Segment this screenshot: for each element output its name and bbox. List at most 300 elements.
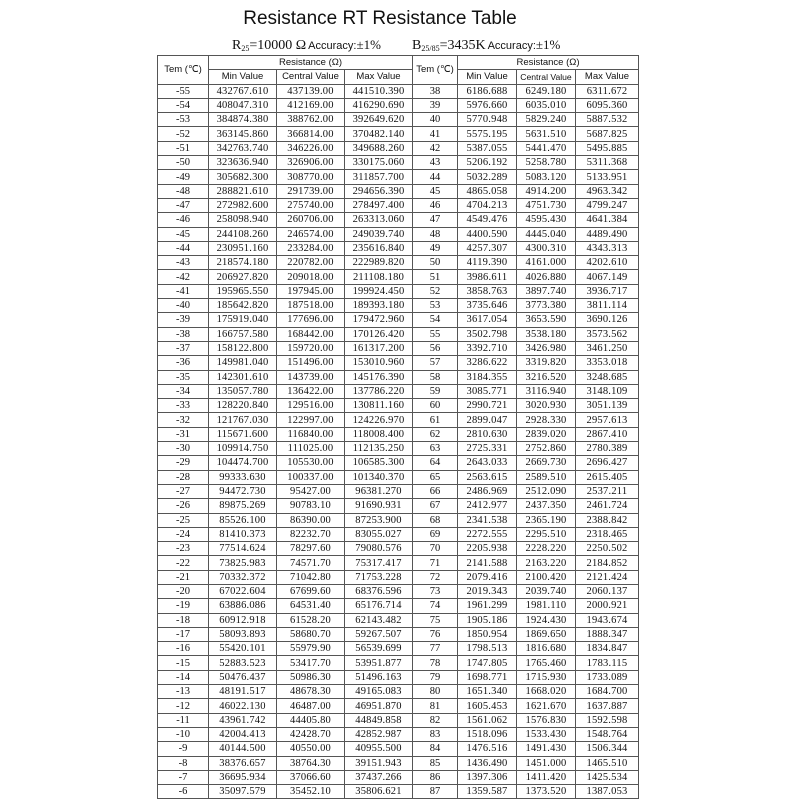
temperature-cell: 87 (413, 785, 458, 799)
table-row (158, 470, 639, 484)
temperature-cell: -46 (158, 213, 209, 227)
table-row (158, 756, 639, 770)
central-value-cell: 111025.00 (277, 442, 345, 456)
temperature-cell: 59 (413, 384, 458, 398)
temperature-cell: 74 (413, 599, 458, 613)
central-value-cell: 1576.830 (517, 713, 576, 727)
temperature-cell: 86 (413, 770, 458, 784)
max-value-cell: 62143.482 (345, 613, 413, 627)
min-value-cell: 2899.047 (458, 413, 517, 427)
min-value-cell: 1605.453 (458, 699, 517, 713)
max-value-cell: 1387.053 (576, 785, 639, 799)
max-value-cell: 294656.390 (345, 184, 413, 198)
temperature-cell: 41 (413, 127, 458, 141)
max-value-cell: 1548.764 (576, 727, 639, 741)
min-value-cell: 135057.780 (209, 384, 277, 398)
central-value-cell: 209018.00 (277, 270, 345, 284)
max-value-cell: 51496.163 (345, 670, 413, 684)
resistance-header: Resistance (Ω) (458, 56, 639, 70)
temperature-cell: -48 (158, 184, 209, 198)
table-row (158, 742, 639, 756)
central-value-cell: 308770.00 (277, 170, 345, 184)
b-value-spec (412, 36, 560, 54)
central-value-cell: 187518.00 (277, 299, 345, 313)
max-value-cell: 4489.490 (576, 227, 639, 241)
page-title: Resistance RT Resistance Table (243, 8, 517, 29)
min-value-cell: 1436.490 (458, 756, 517, 770)
max-value-cell: 189393.180 (345, 299, 413, 313)
temperature-cell: -8 (158, 756, 209, 770)
min-value-cell: 218574.180 (209, 256, 277, 270)
temperature-cell: -28 (158, 470, 209, 484)
temperature-cell: 67 (413, 499, 458, 513)
max-value-cell: 3148.109 (576, 384, 639, 398)
accuracy-value: ±1% (356, 37, 381, 52)
min-value-cell: 89875.269 (209, 499, 277, 513)
central-value-cell: 5829.240 (517, 113, 576, 127)
table-row (158, 170, 639, 184)
central-value-cell: 105530.00 (277, 456, 345, 470)
temperature-cell: 68 (413, 513, 458, 527)
temperature-cell: -19 (158, 599, 209, 613)
table-row (158, 98, 639, 112)
max-value-cell: 278497.400 (345, 198, 413, 212)
min-value-cell: 1905.186 (458, 613, 517, 627)
temperature-cell: 61 (413, 413, 458, 427)
min-value-cell: 4119.390 (458, 256, 517, 270)
min-value-cell: 109914.750 (209, 442, 277, 456)
temperature-cell: -18 (158, 613, 209, 627)
temperature-cell: 46 (413, 198, 458, 212)
max-value-cell: 1834.847 (576, 642, 639, 656)
min-value-cell: 1747.805 (458, 656, 517, 670)
temperature-cell: -50 (158, 156, 209, 170)
central-value-cell: 100337.00 (277, 470, 345, 484)
min-value-cell: 60912.918 (209, 613, 277, 627)
min-value-cell: 36695.934 (209, 770, 277, 784)
temperature-cell: 47 (413, 213, 458, 227)
central-value-cell: 5631.510 (517, 127, 576, 141)
temperature-cell: -39 (158, 313, 209, 327)
central-value-cell: 2295.510 (517, 527, 576, 541)
max-value-cell: 349688.260 (345, 141, 413, 155)
temperature-cell: -15 (158, 656, 209, 670)
table-row (158, 713, 639, 727)
central-value-cell: 6035.010 (517, 98, 576, 112)
central-value-cell: 2839.020 (517, 427, 576, 441)
table-row (158, 427, 639, 441)
min-value-cell: 2486.969 (458, 484, 517, 498)
central-value-cell: 64531.40 (277, 599, 345, 613)
max-value-cell: 42852.987 (345, 727, 413, 741)
max-value-cell: 153010.960 (345, 356, 413, 370)
min-value-cell: 3392.710 (458, 341, 517, 355)
max-value-cell: 1733.089 (576, 670, 639, 684)
max-value-cell: 49165.083 (345, 685, 413, 699)
table-row (158, 770, 639, 784)
central-value-cell: 2512.090 (517, 484, 576, 498)
central-value-cell: 129516.00 (277, 399, 345, 413)
min-value-cell: 142301.610 (209, 370, 277, 384)
central-value-cell: 82232.70 (277, 527, 345, 541)
min-value-cell: 4400.590 (458, 227, 517, 241)
min-value-cell: 5206.192 (458, 156, 517, 170)
temperature-cell: -12 (158, 699, 209, 713)
min-value-cell: 2412.977 (458, 499, 517, 513)
max-value-cell: 130811.160 (345, 399, 413, 413)
table-row (158, 627, 639, 641)
central-value-cell: 42428.70 (277, 727, 345, 741)
temperature-cell: -53 (158, 113, 209, 127)
temperature-cell: -24 (158, 527, 209, 541)
max-value-cell: 1506.344 (576, 742, 639, 756)
r25-symbol: $R_{25}=10000$ Ω (232, 38, 307, 53)
temperature-cell: 38 (413, 84, 458, 98)
max-value-cell: 211108.180 (345, 270, 413, 284)
max-value-cell: 44849.858 (345, 713, 413, 727)
max-value-cell: 3051.139 (576, 399, 639, 413)
central-value-cell: 3116.940 (517, 384, 576, 398)
temperature-cell: -11 (158, 713, 209, 727)
central-value-cell: 2163.220 (517, 556, 576, 570)
max-value-cell: 3690.126 (576, 313, 639, 327)
max-value-cell: 2388.842 (576, 513, 639, 527)
temperature-cell: -6 (158, 785, 209, 799)
central-value-cell: 58680.70 (277, 627, 345, 641)
header-row-2 (158, 70, 639, 84)
temperature-cell: -9 (158, 742, 209, 756)
max-value-cell: 91690.931 (345, 499, 413, 513)
max-value-cell: 416290.690 (345, 98, 413, 112)
table-row (158, 156, 639, 170)
central-value-cell: 1981.110 (517, 599, 576, 613)
min-value-cell: 5575.195 (458, 127, 517, 141)
temperature-cell: -29 (158, 456, 209, 470)
temperature-cell: -55 (158, 84, 209, 98)
central-value-cell: 40550.00 (277, 742, 345, 756)
central-value-cell: 4300.310 (517, 241, 576, 255)
max-value-cell: 5887.532 (576, 113, 639, 127)
central-value-cell: 1816.680 (517, 642, 576, 656)
central-value-cell: 5441.470 (517, 141, 576, 155)
min-value-cell: 40144.500 (209, 742, 277, 756)
max-value-cell: 1943.674 (576, 613, 639, 627)
temperature-cell: -16 (158, 642, 209, 656)
max-value-cell: 263313.060 (345, 213, 413, 227)
r25-spec (232, 36, 381, 54)
temperature-cell: -25 (158, 513, 209, 527)
table-row (158, 442, 639, 456)
central-value-cell: 326906.00 (277, 156, 345, 170)
central-value-cell: 4161.000 (517, 256, 576, 270)
max-value-cell: 118008.400 (345, 427, 413, 441)
min-value-cell: 3184.355 (458, 370, 517, 384)
temperature-cell: 57 (413, 356, 458, 370)
min-value-cell: 258098.940 (209, 213, 277, 227)
min-value-cell: 85526.100 (209, 513, 277, 527)
accuracy-label: Accuracy: (308, 40, 357, 52)
min-value-cell: 38376.657 (209, 756, 277, 770)
central-value-cell: 90783.10 (277, 499, 345, 513)
min-value-cell: 46022.130 (209, 699, 277, 713)
table-row (158, 284, 639, 298)
max-value-cell: 35806.621 (345, 785, 413, 799)
central-value-cell: 37066.60 (277, 770, 345, 784)
min-value-cell: 2725.331 (458, 442, 517, 456)
max-value-cell: 71753.228 (345, 570, 413, 584)
max-value-cell: 1592.598 (576, 713, 639, 727)
min-value-cell: 1651.340 (458, 685, 517, 699)
central-value-cell: 3773.380 (517, 299, 576, 313)
min-value-cell: 3617.054 (458, 313, 517, 327)
central-value-cell: 1668.020 (517, 685, 576, 699)
temperature-cell: 66 (413, 484, 458, 498)
central-value-cell: 437139.00 (277, 84, 345, 98)
min-value-cell: 4704.213 (458, 198, 517, 212)
min-value-cell: 1698.771 (458, 670, 517, 684)
min-value-cell: 244108.260 (209, 227, 277, 241)
max-value-cell: 124226.970 (345, 413, 413, 427)
temperature-cell: 72 (413, 570, 458, 584)
central-value-cell: 67699.60 (277, 584, 345, 598)
max-value-cell: 46951.870 (345, 699, 413, 713)
table-row (158, 241, 639, 255)
b-symbol: $B_{25/85}=3435K$ (412, 38, 486, 53)
table-row (158, 685, 639, 699)
max-value-cell: 1637.887 (576, 699, 639, 713)
min-value-cell: 55420.101 (209, 642, 277, 656)
central-value-cell: 6249.180 (517, 84, 576, 98)
max-value-cell: 39151.943 (345, 756, 413, 770)
min-value-cell: 185642.820 (209, 299, 277, 313)
temperature-cell: 56 (413, 341, 458, 355)
table-row (158, 227, 639, 241)
temperature-cell: -51 (158, 141, 209, 155)
max-value-cell: 1425.534 (576, 770, 639, 784)
max-value-cell: 2615.405 (576, 470, 639, 484)
temperature-cell: -33 (158, 399, 209, 413)
temperature-cell: 65 (413, 470, 458, 484)
table-row (158, 499, 639, 513)
central-value-cell: 220782.00 (277, 256, 345, 270)
min-value-cell: 5770.948 (458, 113, 517, 127)
temperature-cell: 82 (413, 713, 458, 727)
min-value-cell: 230951.160 (209, 241, 277, 255)
min-value-cell: 77514.624 (209, 542, 277, 556)
min-value-cell: 206927.820 (209, 270, 277, 284)
min-value-cell: 2990.721 (458, 399, 517, 413)
max-value-cell: 311857.700 (345, 170, 413, 184)
max-value-cell: 56539.699 (345, 642, 413, 656)
min-value-cell: 99333.630 (209, 470, 277, 484)
min-value-cell: 58093.893 (209, 627, 277, 641)
central-value-cell: 95427.00 (277, 484, 345, 498)
tem-header: Tem (℃) (413, 56, 458, 85)
table-row (158, 670, 639, 684)
table-row (158, 370, 639, 384)
min-value-cell: 43961.742 (209, 713, 277, 727)
temperature-cell: -17 (158, 627, 209, 641)
min-value-cell: 67022.604 (209, 584, 277, 598)
min-value-cell: 4257.307 (458, 241, 517, 255)
temperature-cell: 75 (413, 613, 458, 627)
central-value-header: Central Value (277, 70, 345, 84)
table-row (158, 699, 639, 713)
temperature-cell: 83 (413, 727, 458, 741)
resistance-header: Resistance (Ω) (209, 56, 413, 70)
min-value-cell: 128220.840 (209, 399, 277, 413)
temperature-cell: -36 (158, 356, 209, 370)
central-value-cell: 46487.00 (277, 699, 345, 713)
min-value-cell: 305682.300 (209, 170, 277, 184)
max-value-cell: 6095.360 (576, 98, 639, 112)
max-value-cell: 1684.700 (576, 685, 639, 699)
max-value-cell: 83055.027 (345, 527, 413, 541)
min-value-cell: 3986.611 (458, 270, 517, 284)
central-value-cell: 159720.00 (277, 341, 345, 355)
min-value-cell: 158122.800 (209, 341, 277, 355)
central-value-cell: 2100.420 (517, 570, 576, 584)
max-value-cell: 222989.820 (345, 256, 413, 270)
temperature-cell: 60 (413, 399, 458, 413)
central-value-cell: 275740.00 (277, 198, 345, 212)
max-value-cell: 5495.885 (576, 141, 639, 155)
min-value-cell: 384874.380 (209, 113, 277, 127)
central-value-cell: 3020.930 (517, 399, 576, 413)
min-value-cell: 3286.622 (458, 356, 517, 370)
central-value-cell: 5258.780 (517, 156, 576, 170)
temperature-cell: -34 (158, 384, 209, 398)
central-value-cell: 86390.00 (277, 513, 345, 527)
temperature-cell: 81 (413, 699, 458, 713)
table-row (158, 384, 639, 398)
min-value-cell: 2141.588 (458, 556, 517, 570)
temperature-cell: -49 (158, 170, 209, 184)
min-value-cell: 1476.516 (458, 742, 517, 756)
temperature-cell: 51 (413, 270, 458, 284)
central-value-cell: 116840.00 (277, 427, 345, 441)
central-value-cell: 1533.430 (517, 727, 576, 741)
min-value-cell: 288821.610 (209, 184, 277, 198)
max-value-cell: 87253.900 (345, 513, 413, 527)
max-value-cell: 3248.685 (576, 370, 639, 384)
max-value-cell: 2696.427 (576, 456, 639, 470)
temperature-cell: 73 (413, 584, 458, 598)
temperature-cell: 44 (413, 170, 458, 184)
table-row (158, 656, 639, 670)
temperature-cell: 55 (413, 327, 458, 341)
min-value-cell: 432767.610 (209, 84, 277, 98)
table-row (158, 785, 639, 799)
max-value-cell: 161317.200 (345, 341, 413, 355)
central-value-cell: 1715.930 (517, 670, 576, 684)
max-value-cell: 37437.266 (345, 770, 413, 784)
central-value-cell: 4445.040 (517, 227, 576, 241)
max-value-cell: 4799.247 (576, 198, 639, 212)
temperature-cell: -26 (158, 499, 209, 513)
max-value-cell: 1783.115 (576, 656, 639, 670)
min-value-cell: 50476.437 (209, 670, 277, 684)
temperature-cell: -42 (158, 270, 209, 284)
central-value-cell: 3897.740 (517, 284, 576, 298)
table-row (158, 513, 639, 527)
temperature-cell: 48 (413, 227, 458, 241)
table-row (158, 456, 639, 470)
central-value-cell: 38764.30 (277, 756, 345, 770)
temperature-cell: -13 (158, 685, 209, 699)
min-value-cell: 4865.058 (458, 184, 517, 198)
central-value-cell: 3319.820 (517, 356, 576, 370)
table-row (158, 198, 639, 212)
temperature-cell: -30 (158, 442, 209, 456)
temperature-cell: 78 (413, 656, 458, 670)
max-value-cell: 137786.220 (345, 384, 413, 398)
max-value-header: Max Value (345, 70, 413, 84)
min-value-cell: 408047.310 (209, 98, 277, 112)
central-value-cell: 233284.00 (277, 241, 345, 255)
central-value-cell: 197945.00 (277, 284, 345, 298)
temperature-cell: 77 (413, 642, 458, 656)
central-value-cell: 3653.590 (517, 313, 576, 327)
max-value-cell: 4202.610 (576, 256, 639, 270)
temperature-cell: 50 (413, 256, 458, 270)
central-value-cell: 55979.90 (277, 642, 345, 656)
min-value-cell: 81410.373 (209, 527, 277, 541)
temperature-cell: 62 (413, 427, 458, 441)
min-value-cell: 3735.646 (458, 299, 517, 313)
central-value-cell: 3426.980 (517, 341, 576, 355)
min-value-cell: 363145.860 (209, 127, 277, 141)
header-row-1 (158, 56, 639, 70)
min-value-cell: 121767.030 (209, 413, 277, 427)
min-value-cell: 1561.062 (458, 713, 517, 727)
min-value-header: Min Value (458, 70, 517, 84)
temperature-cell: 76 (413, 627, 458, 641)
temperature-cell: -20 (158, 584, 209, 598)
temperature-cell: 54 (413, 313, 458, 327)
temperature-cell: -31 (158, 427, 209, 441)
min-value-cell: 115671.600 (209, 427, 277, 441)
max-value-cell: 2780.389 (576, 442, 639, 456)
temperature-cell: 70 (413, 542, 458, 556)
max-value-cell: 199924.450 (345, 284, 413, 298)
max-value-cell: 4343.313 (576, 241, 639, 255)
min-value-cell: 70332.372 (209, 570, 277, 584)
temperature-cell: 43 (413, 156, 458, 170)
temperature-cell: 58 (413, 370, 458, 384)
temperature-cell: 63 (413, 442, 458, 456)
central-value-cell: 2669.730 (517, 456, 576, 470)
central-value-cell: 1765.460 (517, 656, 576, 670)
min-value-cell: 1850.954 (458, 627, 517, 641)
max-value-cell: 4641.384 (576, 213, 639, 227)
max-value-cell: 2867.410 (576, 427, 639, 441)
min-value-cell: 104474.700 (209, 456, 277, 470)
min-value-cell: 3502.798 (458, 327, 517, 341)
temperature-cell: 42 (413, 141, 458, 155)
max-value-cell: 2461.724 (576, 499, 639, 513)
table-row (158, 556, 639, 570)
table-row (158, 341, 639, 355)
central-value-cell: 168442.00 (277, 327, 345, 341)
max-value-cell: 5133.951 (576, 170, 639, 184)
table-row (158, 127, 639, 141)
table-row (158, 642, 639, 656)
min-value-cell: 73825.983 (209, 556, 277, 570)
table-row (158, 270, 639, 284)
max-value-cell: 75317.417 (345, 556, 413, 570)
min-value-cell: 5387.055 (458, 141, 517, 155)
